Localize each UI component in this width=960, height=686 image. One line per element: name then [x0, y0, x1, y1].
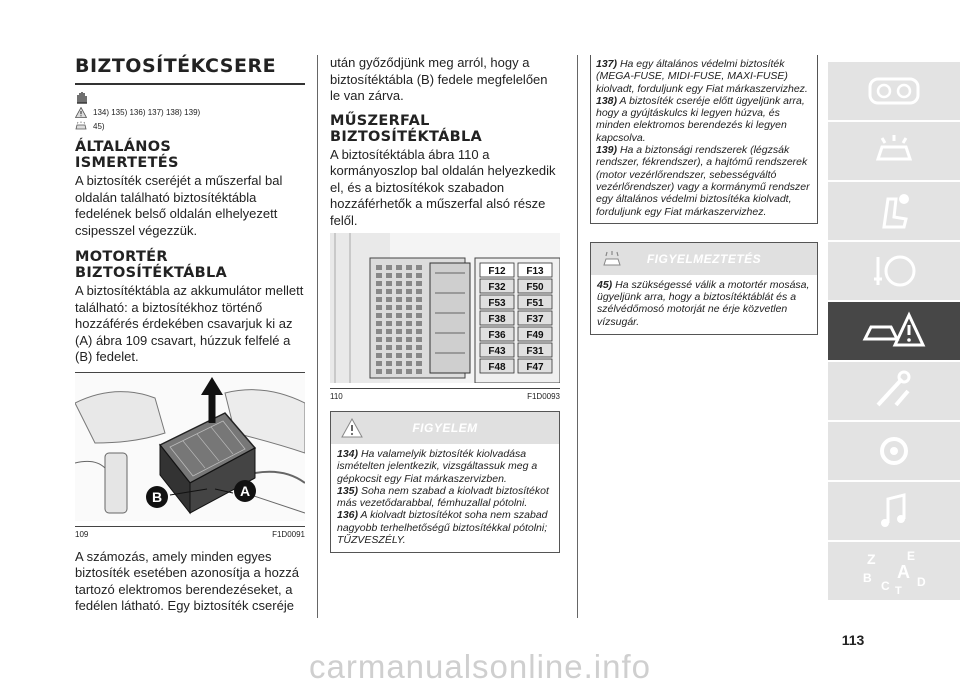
dashboard-fusebox-illustration [330, 233, 560, 383]
tab-driving[interactable] [828, 242, 960, 300]
symbol-refs-text: 45) [93, 121, 105, 131]
airbag-seat-icon [864, 189, 924, 233]
section-title: MŰSZERFAL BIZTOSÍTÉKTÁBLA [330, 112, 483, 145]
connector-pin [406, 281, 412, 286]
connector-pin [416, 321, 422, 326]
maintenance-tools-icon [864, 369, 924, 413]
column-1 [75, 55, 305, 625]
connector-pin [416, 273, 422, 278]
engine-fusebox-illustration [75, 373, 305, 521]
svg-text:T: T [895, 585, 902, 596]
connector-pin [396, 273, 402, 278]
connector-pin [406, 345, 412, 350]
connector-pin [396, 353, 402, 358]
figure-caption [330, 392, 560, 401]
fuse-label: F13 [526, 266, 544, 277]
connector-pin [406, 321, 412, 326]
fuse-label: F43 [488, 346, 506, 357]
figure-number: 110 [330, 392, 343, 401]
symbol-ref-row [75, 107, 305, 118]
connector-pin [376, 353, 382, 358]
figure-label-b: B [151, 488, 163, 505]
section-text: A számozás, amely minden egyes biztosíték esetében azonosítja a hozzá tartozó elektromos berendezéseket, a fedélen látható. Egy biztosíték cseréje [75, 548, 300, 613]
section-title: ÁLTALÁNOS ISMERTETÉS [75, 139, 179, 171]
car-dashboard-icon [864, 71, 924, 111]
connector-pin [416, 329, 422, 334]
connector-pin [376, 305, 382, 310]
connector-pin [406, 329, 412, 334]
connector-pin [396, 289, 402, 294]
connector-pin [396, 337, 402, 342]
connector-pin [416, 313, 422, 318]
warning-triangle-icon [341, 418, 363, 438]
connector-pin [386, 345, 392, 350]
section-text: A biztosítéktábla ábra 110 a kormányoszlop bal oldalán helyezkedik el, és a biztosítékok szabadon hozzáférhetők a műszerfal alsó része felől. [330, 146, 556, 228]
connector-pin [396, 297, 402, 302]
danger-hand-icon [75, 90, 89, 104]
connector-pin [416, 289, 422, 294]
connector-pin [376, 369, 382, 374]
fuse-label: F53 [488, 298, 506, 309]
tab-multimedia[interactable] [828, 482, 960, 540]
tab-emergency[interactable] [828, 302, 960, 360]
connector-pin [406, 305, 412, 310]
connector-pin [376, 321, 382, 326]
connector-pin [406, 369, 412, 374]
svg-text:B: B [863, 571, 872, 585]
warning-title: FIGYELEM [412, 421, 478, 435]
connector-pin [386, 361, 392, 366]
section-title: MOTORTÉR BIZTOSÍTÉKTÁBLA [75, 249, 228, 281]
connector-pin [396, 265, 402, 270]
tab-index[interactable] [828, 542, 960, 600]
connector-pin [416, 353, 422, 358]
connector-pin [386, 281, 392, 286]
connector-pin [416, 337, 422, 342]
connector-pin [416, 345, 422, 350]
warning-lights-icon [864, 131, 924, 171]
fuse-label: F38 [488, 314, 506, 325]
connector-pin [416, 281, 422, 286]
connector-pin [396, 369, 402, 374]
figure-code: F1D0093 [527, 392, 560, 401]
connector-pin [386, 273, 392, 278]
column-2 [330, 55, 560, 553]
column-divider [577, 55, 578, 618]
notice-item: 45) Ha szükségessé válik a motortér mosása, ügyeljünk arra, hogy a biztosítéktáblát és a szélvédőmosó motorját ne érje közvetlen vízsugár. [597, 278, 810, 328]
tab-safety[interactable] [828, 182, 960, 240]
warning-item: 137) Ha egy általános védelmi biztosíték (MEGA-FUSE, MIDI-FUSE, MAXI-FUSE) kiolvadt, forduljunk egy Fiat márkaszervizhez. [596, 58, 808, 95]
warning-item: 139) Ha a biztonsági rendszerek (légzsák rendszer, fékrendszer), a hajtómű rendszerek (motor vezérlőrendszer, sebességváltó vezérlőrendszer) vagy a kormánymű rendszer egy általános védelmi biztosítéka kiolvadt, forduljunk egy Fiat márkaszervizhez. [596, 144, 810, 218]
connector-pin [416, 305, 422, 310]
page-heading: BIZTOSÍTÉKCSERE [75, 55, 305, 85]
connector-pin [376, 361, 382, 366]
symbol-ref-row [75, 90, 305, 104]
connector-pin [386, 353, 392, 358]
symbol-refs-text: 134) 135) 136) 137) 138) 139) [93, 108, 201, 117]
connector-pin [376, 297, 382, 302]
emergency-car-icon [861, 309, 927, 353]
symbol-ref-row [75, 121, 305, 131]
warning-body [331, 444, 559, 552]
connector-pin [416, 297, 422, 302]
connector-pin [386, 337, 392, 342]
warning-item: 138) A biztosíték cseréje előtt ügyeljünk arra, hogy a gyújtáskulcs ki legyen húzva, és minden elektromos berendezés ki legyen kapcsolva. [596, 94, 805, 144]
fuse-label: F49 [526, 330, 544, 341]
connector-pin [376, 329, 382, 334]
connector-pin [386, 313, 392, 318]
connector-pin [396, 361, 402, 366]
figure-caption [75, 530, 305, 539]
fuse-label: F32 [488, 282, 506, 293]
svg-text:D: D [917, 575, 926, 589]
tab-maintenance[interactable] [828, 362, 960, 420]
tab-specifications[interactable] [828, 422, 960, 480]
connector-pin [376, 273, 382, 278]
audio-music-icon [864, 489, 924, 533]
connector-pin [376, 345, 382, 350]
figure-number: 109 [75, 529, 89, 539]
connector-pin [396, 321, 402, 326]
figure-code: F1D0091 [272, 529, 305, 539]
connector-pin [396, 329, 402, 334]
column-divider [317, 55, 318, 618]
figure-engine-fusebox [75, 372, 305, 527]
fuse-label: F37 [526, 314, 544, 325]
notice-body [591, 275, 817, 334]
connector-pin [386, 369, 392, 374]
svg-text:E: E [907, 549, 916, 563]
connector-pin [416, 369, 422, 374]
figure-label-a: A [239, 482, 251, 499]
connector-pin [376, 281, 382, 286]
connector-pin [406, 337, 412, 342]
connector-pin [396, 345, 402, 350]
warning-item: 136) A kiolvadt biztosítékot soha nem szabad nagyobb terhelhetőségű biztosítékkal pótolni; TŰZVESZÉLY. [337, 509, 548, 547]
connector-pin [386, 305, 392, 310]
fuse-label: F12 [488, 266, 506, 277]
connector-pin [396, 305, 402, 310]
column-3 [590, 55, 818, 335]
index-letters-icon [859, 546, 929, 596]
connector-pin [406, 265, 412, 270]
connector-pin [386, 329, 392, 334]
connector-pin [386, 321, 392, 326]
notice-box [590, 242, 818, 335]
connector-pin [406, 297, 412, 302]
connector-pin [406, 361, 412, 366]
notice-title: FIGYELMEZTETÉS [646, 251, 762, 266]
connector-pin [386, 289, 392, 294]
connector-pin [376, 313, 382, 318]
connector-pin [376, 337, 382, 342]
fuse-label: F51 [526, 298, 544, 309]
connector-pin [396, 313, 402, 318]
car-wash-icon [75, 121, 87, 131]
fuse-label: F48 [488, 362, 506, 373]
connector-pin [376, 265, 382, 270]
section-text: A biztosítéktábla az akkumulátor mellett található: a biztosítékhoz történő hozzáférés érdekében csavarjuk ki az (A) ábra 109 csavart, húzzuk felfelé a (B) fedelet. [75, 283, 304, 364]
svg-text:A: A [897, 562, 910, 582]
svg-text:C: C [881, 579, 890, 593]
connector-pin [386, 297, 392, 302]
connector-pin [406, 273, 412, 278]
specs-gear-icon [864, 429, 924, 473]
fuse-label: F50 [526, 282, 544, 293]
warning-item: 134) Ha valamelyik biztosíték kiolvadása ismételten jelentkezik, vizsgáltassuk meg a gépkocsit egy Fiat márkaszervizben. [337, 448, 538, 485]
warning-item: 135) Soha nem szabad a kiolvadt biztosítékot más vezetődarabbal, fémhuzallal pótolni. [337, 484, 549, 510]
tab-warning-lights[interactable] [828, 122, 960, 180]
connector-pin [406, 313, 412, 318]
svg-text:Z: Z [867, 551, 876, 567]
figure-dashboard-fusebox [330, 233, 560, 389]
steering-key-icon [864, 249, 924, 293]
connector-pin [416, 361, 422, 366]
warning-triangle-icon [75, 107, 87, 118]
notice-header [591, 243, 817, 275]
continued-text: után győződjünk meg arról, hogy a biztosítéktábla (B) fedele megfelelően le van zárva. [330, 55, 548, 103]
watermark: carmanualsonline.info [308, 648, 652, 685]
section-text: A biztosíték cseréjét a műszerfal bal oldalán található biztosítéktábla fedelének belső oldalán elhelyezett csipesszel végezzük. [75, 173, 283, 238]
fuse-label: F31 [526, 346, 544, 357]
page-number: 113 [841, 632, 865, 648]
connector-pin [416, 265, 422, 270]
tab-dashboard[interactable] [828, 62, 960, 120]
connector-pin [396, 281, 402, 286]
connector-pin [406, 353, 412, 358]
connector-pin [406, 289, 412, 294]
warning-box [330, 411, 560, 553]
car-wash-icon [601, 249, 623, 269]
warning-header [331, 412, 559, 444]
fuse-label: F36 [488, 330, 506, 341]
connector-pin [386, 265, 392, 270]
connector-pin [376, 289, 382, 294]
fuse-label: F47 [526, 362, 544, 373]
warning-continued [590, 55, 818, 224]
